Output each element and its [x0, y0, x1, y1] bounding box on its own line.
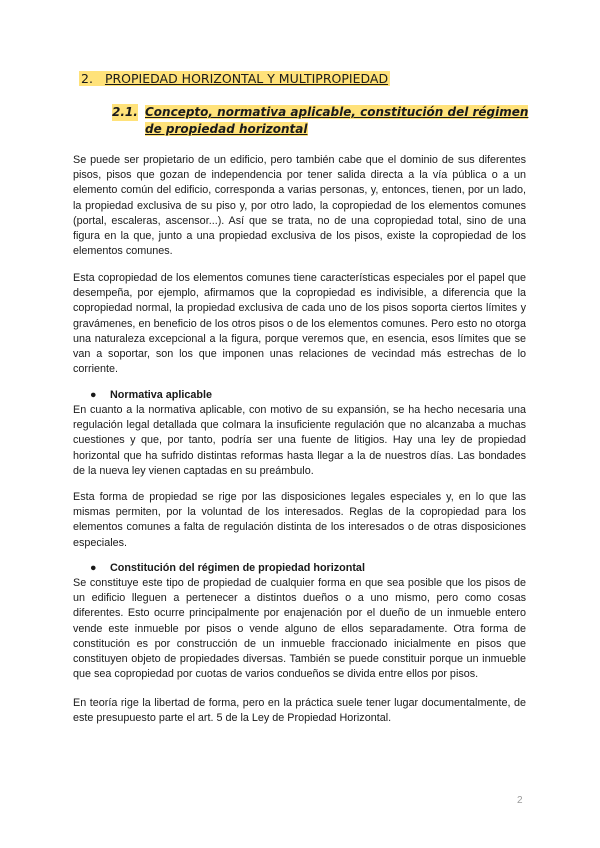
bullet-heading-text: Constitución del régimen de propiedad horizontal	[110, 562, 365, 574]
paragraph: Esta copropiedad de los elementos comunes tiene características especiales por el papel que desempeña, por ejemplo, afirmamos que la copropiedad es indivisible, a diferencia que la copropiedad normal, la propiedad exclusiva de cada uno de los pisos soporta ciertos límites y gravámenes, en beneficio de los otros pisos o de los elementos comunes. Pero esto no otorga una naturaleza excepcional a la figura, porque veremos que, en esencia, esos límites que se van a soportar, son los que imponen unas relaciones de vecindad más estrechas de lo corriente.	[73, 272, 526, 376]
section-number: 2.	[81, 71, 93, 86]
bullet-heading-normativa	[90, 388, 212, 403]
paragraph: Esta forma de propiedad se rige por las disposiciones legales especiales y, en lo que las mismas permiten, por la voluntad de los interesados. Reglas de la copropiedad para los elementos comunes a falta de regulación distinta de los interesados o de otras disposiciones especiales.	[73, 491, 526, 549]
section-title: PROPIEDAD HORIZONTAL Y MULTIPROPIEDAD	[104, 71, 389, 86]
subsection-heading	[112, 104, 532, 138]
bullet-heading-text: Normativa aplicable	[110, 389, 213, 401]
paragraph: En cuanto a la normativa aplicable, con motivo de su expansión, se ha hecho necesaria una regulación legal detallada que colmara la insuficiente regulación que no alcanzaba a muchas cuestiones y que, por tanto, podría ser una fuente de litigios. Hay una ley de propiedad horizontal que ha sufrido distintas reformas hasta llegar a la de nuestros días. Las bondades de la nueva ley vienen captadas en su preámbulo.	[73, 404, 526, 477]
paragraph: En teoría rige la libertad de forma, pero en la práctica suele tener lugar documentalmente, de este presupuesto parte el art. 5 de la Ley de Propiedad Horizontal.	[73, 697, 526, 725]
subsection-title: Concepto, normativa aplicable, constitución del régimen de propiedad horizontal	[145, 105, 529, 136]
bullet-icon: ●	[90, 562, 97, 574]
page-number: 2	[517, 795, 523, 806]
paragraph: Se constituye este tipo de propiedad de cualquier forma en que sea posible que los pisos de un edificio lleguen a pertenecer a distintos dueños o a uno mismo, pero como cosas diferentes. Esto ocurre principalmente por enajenación por el dueño de un inmueble entero vende este inmueble por pisos o vende alguno de ellos separadamente. Otra forma de constitución es por construcción de un inmueble fraccionado inicialmente en pisos que constituyen objeto de propiedades diversas. También se puede constituir porque un inmueble que sea copropiedad por cuotas de varios condueños se divida entre ellos por pisos.	[73, 577, 526, 681]
section-heading	[79, 70, 390, 88]
subsection-number: 2.1.	[112, 105, 138, 119]
bullet-icon: ●	[90, 389, 97, 401]
paragraph: Se puede ser propietario de un edificio, pero también cabe que el dominio de sus diferentes pisos, pisos que gozan de independencia por tener salida directa a la vía pública o a un elemento común del edificio, corresponda a varias personas, y, entonces, tienen, por un lado, la propiedad exclusiva de su piso y, por otro lado, la copropiedad de los elementos comunes (portal, escaleras, ascensor...). Así que se trata, no de una copropiedad total, sino de una figura en la que, junto a una propiedad exclusiva de los pisos, existe la copropiedad de los elementos comunes.	[73, 154, 526, 258]
bullet-heading-constitucion	[90, 561, 365, 576]
